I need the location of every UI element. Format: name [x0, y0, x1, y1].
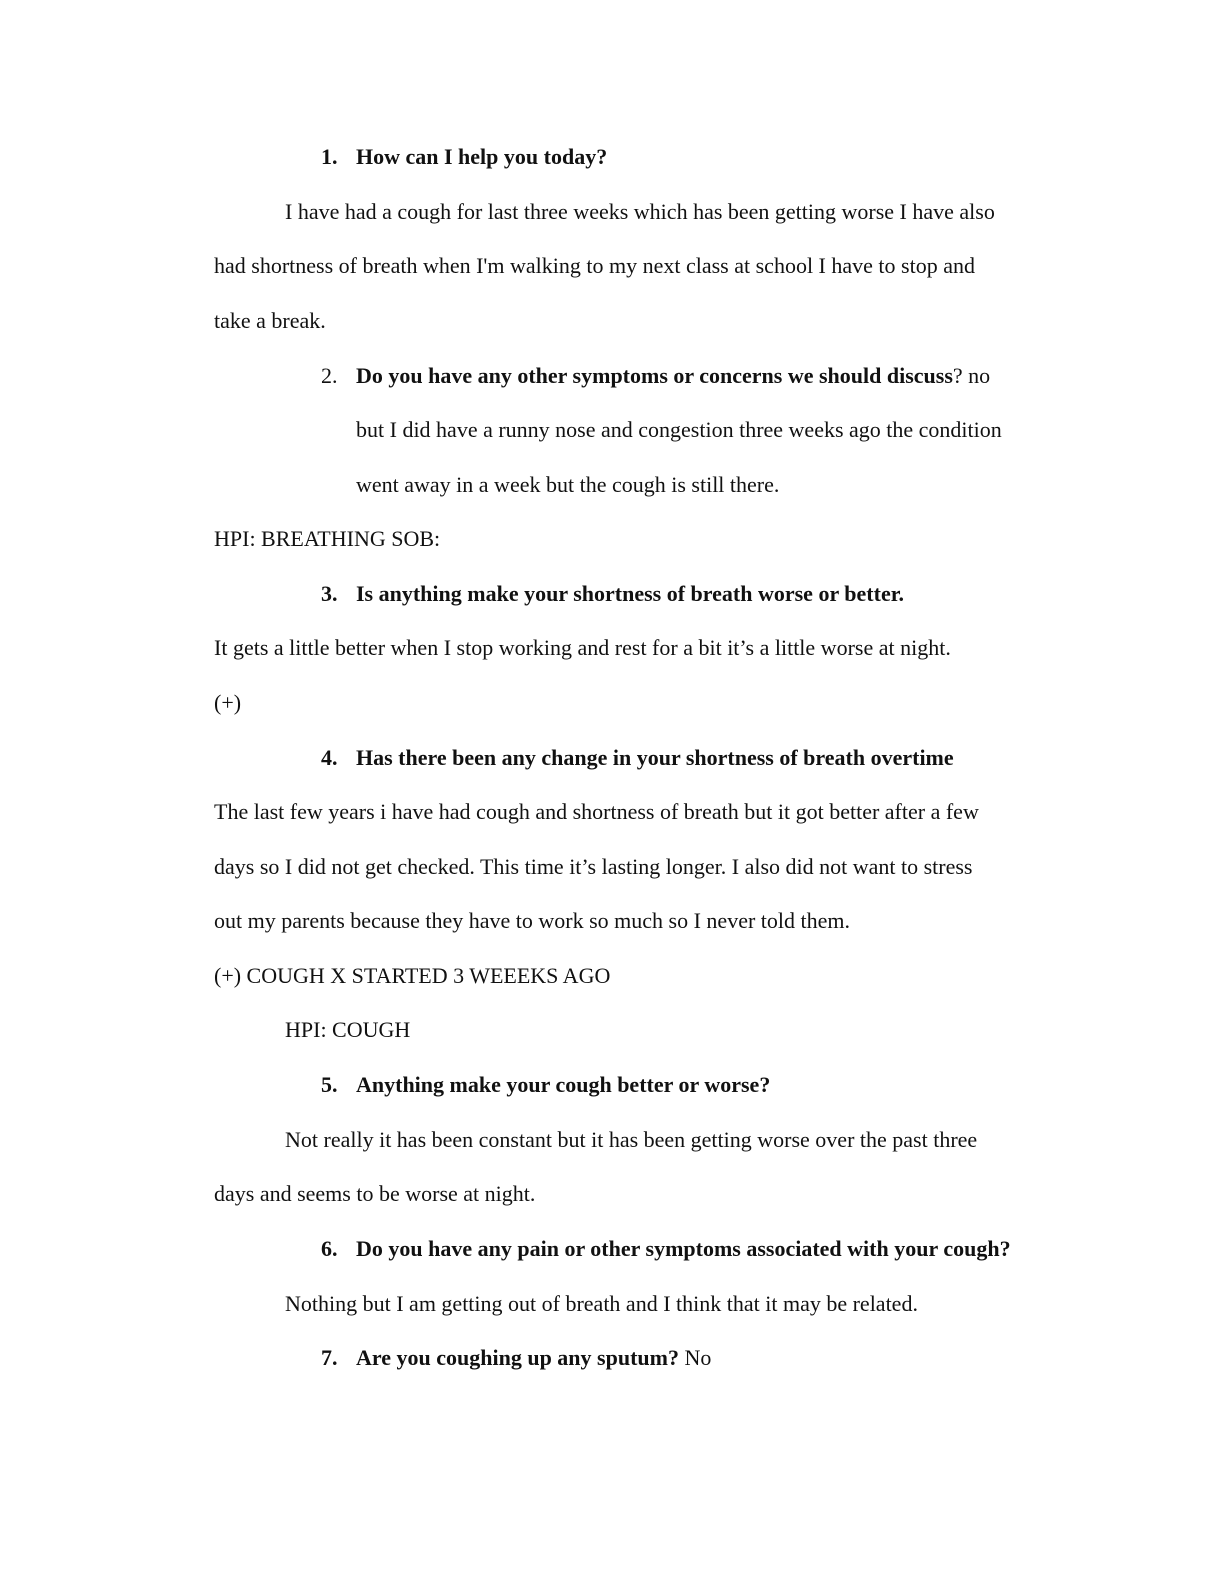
- answer-line: It gets a little better when I stop working and rest for a bit it’s a little worse at night.: [214, 635, 951, 660]
- question-number: 7.: [321, 1345, 338, 1370]
- answer-line: I have had a cough for last three weeks which has been getting worse I have also: [285, 199, 995, 224]
- answer-line: days so I did not get checked. This time it’s lasting longer. I also did not want to stress: [214, 854, 973, 879]
- answer-line: days and seems to be worse at night.: [214, 1181, 536, 1206]
- answer-line: The last few years i have had cough and shortness of breath but it got better after a few: [214, 799, 979, 824]
- answer-line: (+): [214, 690, 242, 715]
- question-2-line: [356, 361, 990, 391]
- question-5: Anything make your cough better or worse?: [356, 1072, 771, 1097]
- answer-line: take a break.: [214, 308, 326, 333]
- question-1: How can I help you today?: [356, 144, 608, 169]
- answer-line: had shortness of breath when I'm walking to my next class at school I have to stop and: [214, 253, 975, 278]
- question-number: 6.: [321, 1236, 338, 1261]
- answer-line: but I did have a runny nose and congestion three weeks ago the condition: [356, 417, 1002, 442]
- question-2: Do you have any other symptoms or concerns we should discuss: [356, 363, 953, 388]
- answer-line: Not really it has been constant but it has been getting worse over the past three: [285, 1127, 978, 1152]
- section-heading-hpi-cough: HPI: COUGH: [285, 1017, 411, 1042]
- answer-line: Nothing but I am getting out of breath and I think that it may be related.: [285, 1291, 918, 1316]
- question-number: 4.: [321, 745, 338, 770]
- question-number: [321, 361, 338, 391]
- cough-note: (+) COUGH X STARTED 3 WEEEKS AGO: [214, 963, 611, 988]
- answer-inline: No: [678, 1345, 712, 1370]
- question-number-text: 2.: [321, 363, 338, 388]
- question-4: Has there been any change in your shortness of breath overtime: [356, 745, 954, 770]
- question-6: Do you have any pain or other symptoms associated with your cough?: [356, 1236, 1011, 1261]
- question-number: 5.: [321, 1072, 338, 1097]
- answer-line: went away in a week but the cough is still there.: [356, 472, 780, 497]
- question-7: Are you coughing up any sputum?: [356, 1345, 679, 1370]
- section-heading-hpi-breathing: HPI: BREATHING SOB:: [214, 526, 441, 551]
- question-3: Is anything make your shortness of breath worse or better.: [356, 581, 904, 606]
- question-2-tail: ? no: [952, 363, 991, 388]
- answer-line: out my parents because they have to work so much so I never told them.: [214, 908, 851, 933]
- question-number: 1.: [321, 144, 338, 169]
- question-7-line: [356, 1343, 711, 1373]
- question-number: 3.: [321, 581, 338, 606]
